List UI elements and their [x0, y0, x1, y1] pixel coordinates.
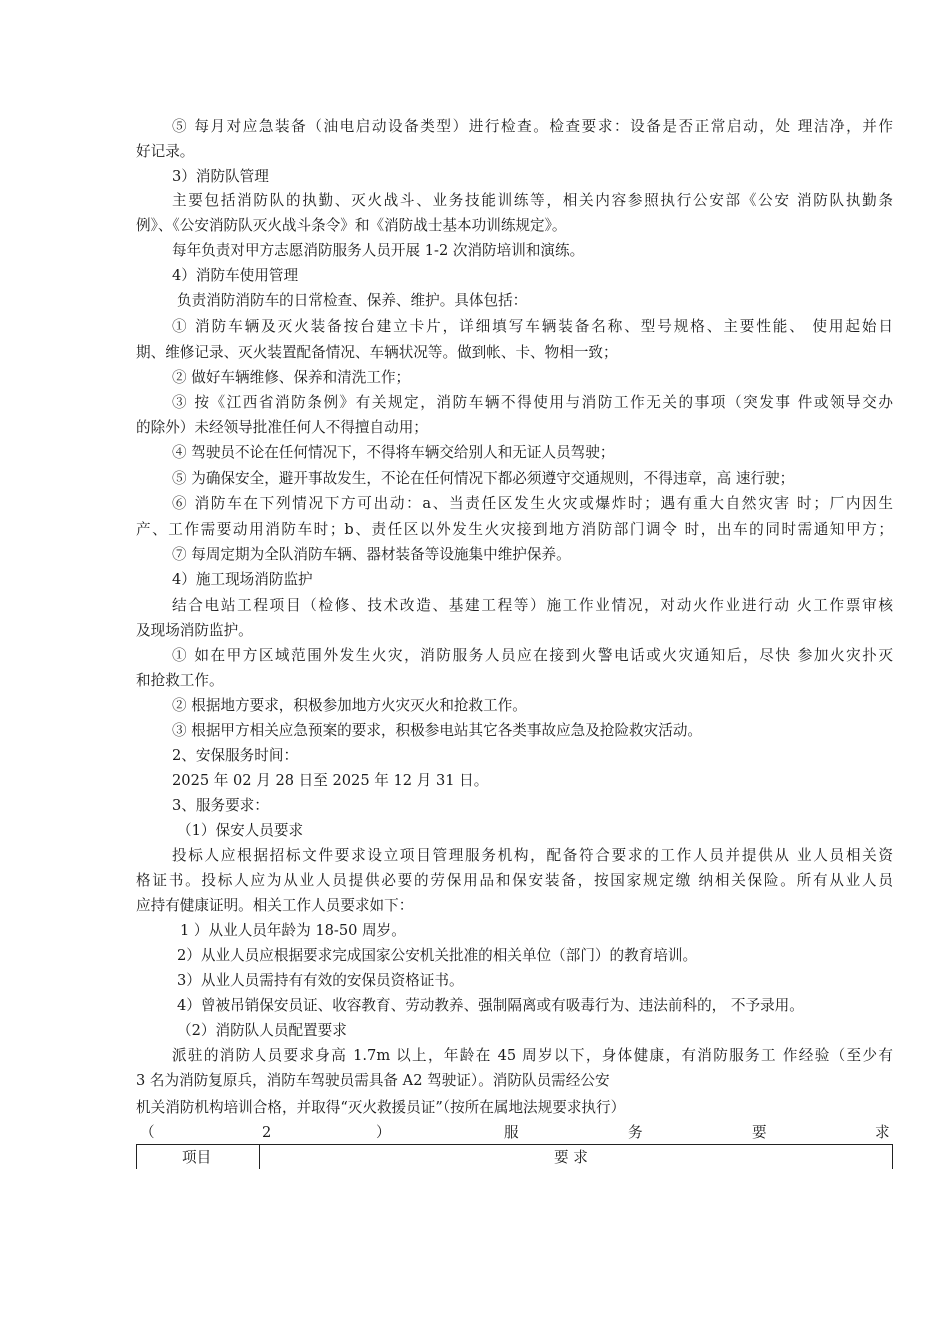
- section-heading: 3、服务要求：: [172, 797, 269, 814]
- list-item-line: ⑥ 消防车在下列情况下方可出动：a、当责任区发生火灾或爆炸时；遇有重大自然灾害 时；厂内因生: [172, 495, 893, 512]
- list-item-line: 产、工作需要动用消防车时；b、责任区以外发生火灾接到地方消防部门调令 时，出车的同时需通知甲方；: [136, 521, 893, 538]
- table-heading-char: 求: [875, 1124, 890, 1141]
- column-header-item: 项目: [182, 1149, 212, 1166]
- table-heading-char: 务: [628, 1124, 643, 1141]
- list-item-line: 1 ）从业人员年龄为 18-50 周岁。: [180, 922, 406, 939]
- requirements-table: [136, 1144, 893, 1169]
- list-item-line: 的除外）未经领导批准任何人不得擅自动用；: [136, 419, 428, 436]
- list-item-line: 期、维修记录、灭火装置配备情况、车辆状况等。做到帐、卡、物相一致；: [136, 344, 618, 361]
- table-heading: [136, 1124, 893, 1144]
- table-heading-char: ）: [376, 1124, 391, 1141]
- table-top-rule: [136, 1144, 893, 1145]
- list-item-line: ② 做好车辆维修、保养和清洗工作；: [172, 369, 411, 386]
- paragraph-line: 每年负责对甲方志愿消防服务人员开展 1-2 次消防培训和演练。: [172, 242, 585, 259]
- section-heading: 4）施工现场消防监护: [172, 571, 313, 588]
- paragraph-line: ⑤ 每月对应急装备（油电启动设备类型）进行检查。检查要求：设备是否正常启动，处 理洁净，并作: [172, 118, 893, 135]
- paragraph-line: 主要包括消防队的执勤、灭火战斗、业务技能训练等，相关内容参照执行公安部《公安 消防队执勤条: [172, 192, 893, 209]
- paragraph-line: 格证书。投标人应为从业人员提供必要的劳保用品和保安装备，按国家规定缴 纳相关保险。所有从业人员: [136, 872, 893, 889]
- paragraph-line: 派驻的消防人员要求身高 1.7m 以上，年龄在 45 周岁以下，身体健康，有消防服务工 作经验（至少有: [172, 1047, 893, 1064]
- list-item-line: ① 消防车辆及灭火装备按台建立卡片，详细填写车辆装备名称、型号规格、主要性能、 使用起始日: [172, 318, 893, 335]
- subsection-heading: （1）保安人员要求: [177, 822, 304, 839]
- list-item-line: ① 如在甲方区域范围外发生火灾，消防服务人员应在接到火警电话或火灾通知后，尽快 参加火灾扑灭: [172, 647, 893, 664]
- subsection-heading: （2）消防队人员配置要求: [177, 1022, 347, 1039]
- table-left-rule: [136, 1144, 137, 1169]
- paragraph-line: 机关消防机构培训合格，并取得“灭火救援员证”（按所在属地法规要求执行）: [136, 1099, 626, 1116]
- paragraph-line: 结合电站工程项目（检修、技术改造、基建工程等）施工作业情况，对动火作业进行动 火工作票审核: [172, 597, 893, 614]
- paragraph-line: 3 名为消防复原兵，消防车驾驶员需具备 A2 驾驶证）。消防队员需经公安: [136, 1072, 610, 1089]
- table-heading-char: （: [140, 1124, 155, 1141]
- list-item-line: 3）从业人员需持有有效的安保员资格证书。: [177, 972, 464, 989]
- section-heading: 2、安保服务时间：: [172, 747, 299, 764]
- section-heading: 3）消防队管理: [172, 168, 269, 185]
- list-item-line: 2）从业人员应根据要求完成国家公安机关批准的相关单位（部门）的教育培训。: [177, 947, 698, 964]
- paragraph-line: 例》、《公安消防队灭火战斗条令》和《消防战士基本功训练规定》。: [136, 217, 567, 234]
- table-heading-char: 服: [504, 1124, 519, 1141]
- service-period: 2025 年 02 月 28 日至 2025 年 12 月 31 日。: [172, 772, 489, 789]
- list-item-line: ② 根据地方要求，积极参加地方火灾灭火和抢救工作。: [172, 697, 527, 714]
- list-item-line: ③ 按《江西省消防条例》有关规定，消防车辆不得使用与消防工作无关的事项（突发事 件或领导交办: [172, 394, 893, 411]
- list-item-line: ⑤ 为确保安全，避开事故发生，不论在任何情况下都必须遵守交通规则，不得违章，高 速行驶；: [172, 470, 795, 487]
- list-item-line: 4）曾被吊销保安员证、收容教育、劳动教养、强制隔离或有吸毒行为、违法前科的， 不予录用。: [177, 997, 804, 1014]
- section-heading: 4）消防车使用管理: [172, 267, 299, 284]
- paragraph-line: 应持有健康证明。相关工作人员要求如下：: [136, 897, 414, 914]
- list-item-line: ⑦ 每周定期为全队消防车辆、器材装备等设施集中维护保养。: [172, 546, 571, 563]
- table-column-divider: [259, 1144, 260, 1169]
- paragraph-line: 好记录。: [136, 143, 195, 160]
- paragraph-line: 及现场消防监护。: [136, 622, 253, 639]
- table-heading-char: 2: [262, 1124, 272, 1141]
- column-header-requirement: 要 求: [554, 1149, 588, 1166]
- table-heading-char: 要: [752, 1124, 767, 1141]
- list-item-line: ④ 驾驶员不论在任何情况下，不得将车辆交给别人和无证人员驾驶；: [172, 444, 615, 461]
- paragraph-line: 投标人应根据招标文件要求设立项目管理服务机构，配备符合要求的工作人员并提供从 业人员相关资: [172, 847, 893, 864]
- paragraph-line: 负责消防消防车的日常检查、保养、维护。具体包括：: [177, 292, 528, 309]
- list-item-line: 和抢救工作。: [136, 672, 224, 689]
- list-item-line: ③ 根据甲方相关应急预案的要求，积极参电站其它各类事故应急及抢险救灾活动。: [172, 722, 703, 739]
- table-right-rule: [892, 1144, 893, 1169]
